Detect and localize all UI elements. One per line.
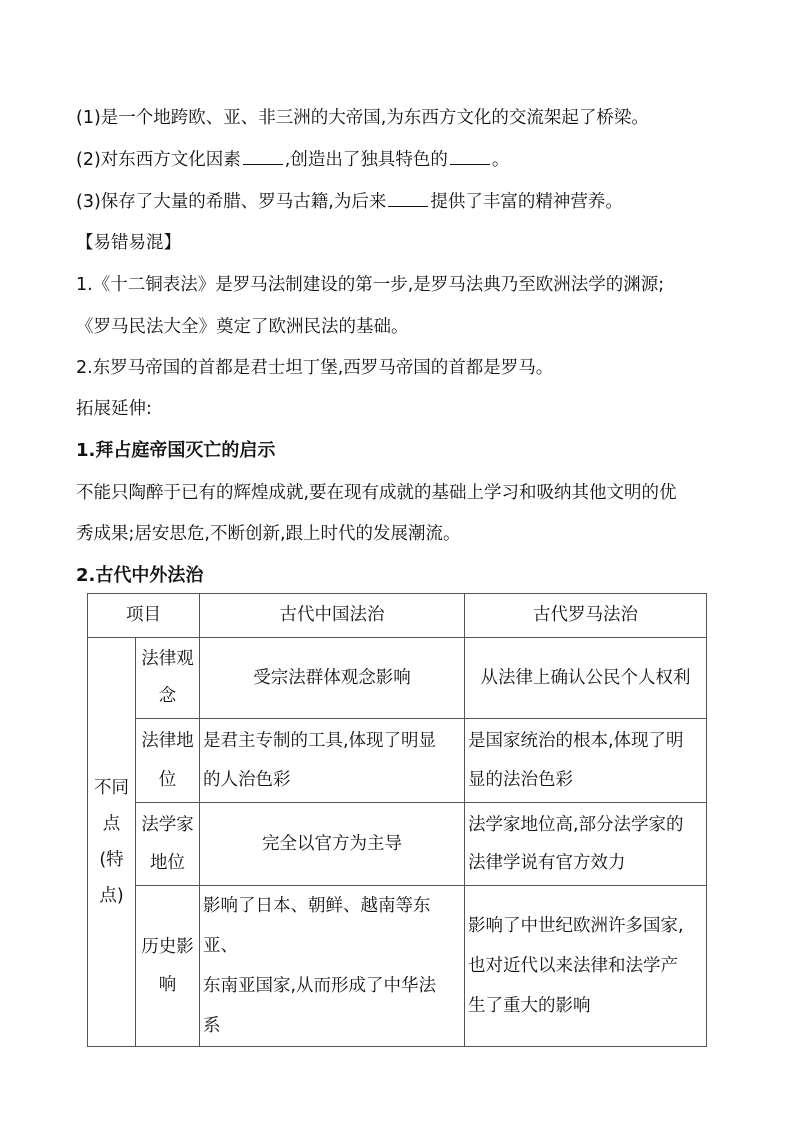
cell-line: 从法律上确认公民个人权利 [480,667,691,688]
cell-line: 的人治色彩 [203,769,291,790]
point-3 [76,190,623,214]
cell-line: 法律观 [141,649,194,669]
blank-field [450,150,490,165]
cell-line: 系 [203,1016,221,1036]
cell-line: 东南亚国家,从而形成了中华法 [203,976,437,996]
confusion-item-2: 2.东罗马帝国的首都是君士坦丁堡,西罗马帝国的首都是罗马。 [76,358,554,378]
section-1-line-1: 不能只陶醉于已有的辉煌成就,要在现有成就的基础上学习和吸纳其他文明的优 [76,483,677,503]
cell-line: 显的法治色彩 [468,769,573,790]
confusion-item-1-line-2: 《罗马民法大全》奠定了欧洲民法的基础。 [76,317,409,337]
cell-line: 是君主专制的工具,体现了明显 [203,730,437,751]
cell-line: 法学家地位高,部分法学家的 [468,815,684,835]
section-1-line-2: 秀成果;居安思危,不断创新,跟上时代的发展潮流。 [76,524,461,544]
point-2-text-b: ,创造出了独具特色的 [284,150,448,170]
confusion-heading: 【易错易混】 [76,233,181,253]
cell-line: 受宗法群体观念影响 [253,667,411,688]
point-3-text-a: (3)保存了大量的希腊、罗马古籍,为后来 [76,192,387,212]
point-2 [76,148,509,172]
china-cell [200,803,465,886]
rome-cell [465,803,707,886]
header-item: 项目 [88,594,200,638]
cell-line: 完全以官方为主导 [262,833,402,854]
table-row [88,719,707,803]
cell-line: 响 [158,975,177,995]
point-2-text-c: 。 [491,150,510,170]
comparison-table [87,593,707,1047]
point-2-text-a: (2)对东西方文化因素 [76,150,241,170]
cell-line: 念 [158,686,177,706]
item-cell [136,803,200,886]
section-2-title: 2.古代中外法治 [76,565,204,586]
section-1-title: 1.拜占庭帝国灭亡的启示 [76,440,276,461]
point-1: (1)是一个地跨欧、亚、非三洲的大帝国,为东西方文化的交流架起了桥梁。 [76,108,649,128]
table-row [88,638,707,719]
blank-field [243,150,283,165]
cell-line: 影响了中世纪欧洲许多国家, [468,916,684,936]
header-china: 古代中国法治 [200,594,465,638]
item-cell [136,638,200,719]
extension-label: 拓展延伸: [76,399,152,419]
cell-line: 是国家统治的根本,体现了明 [468,730,684,751]
rome-cell [465,638,707,719]
item-cell [136,886,200,1047]
cell-line: 法律地 [141,730,194,751]
header-rome: 古代罗马法治 [465,594,707,638]
rome-cell [465,719,707,803]
group-label-line: 点 [102,814,121,834]
cell-line: 地位 [150,853,185,873]
table-row [88,803,707,886]
table-header-row [88,594,707,638]
cell-line: 也对近代以来法律和法学产 [468,956,678,976]
rome-cell [465,886,707,1047]
item-cell [136,719,200,803]
group-label [88,638,136,1047]
confusion-item-1-line-1: 1.《十二铜表法》是罗马法制建设的第一步,是罗马法典乃至欧洲法学的渊源; [76,275,665,295]
cell-line: 位 [158,769,177,790]
cell-line: 法律学说有官方效力 [468,853,626,873]
group-label-line: (特点) [99,850,124,906]
group-label-line: 不同 [94,778,129,798]
china-cell [200,886,465,1047]
cell-line: 历史影 [141,937,194,957]
cell-line: 生了重大的影响 [468,996,591,1016]
blank-field [388,192,428,207]
china-cell [200,719,465,803]
table-row [88,886,707,1047]
cell-line: 法学家 [141,815,194,835]
china-cell [200,638,465,719]
cell-line: 影响了日本、朝鲜、越南等东亚、 [203,896,431,956]
point-3-text-b: 提供了丰富的精神营养。 [430,192,623,212]
